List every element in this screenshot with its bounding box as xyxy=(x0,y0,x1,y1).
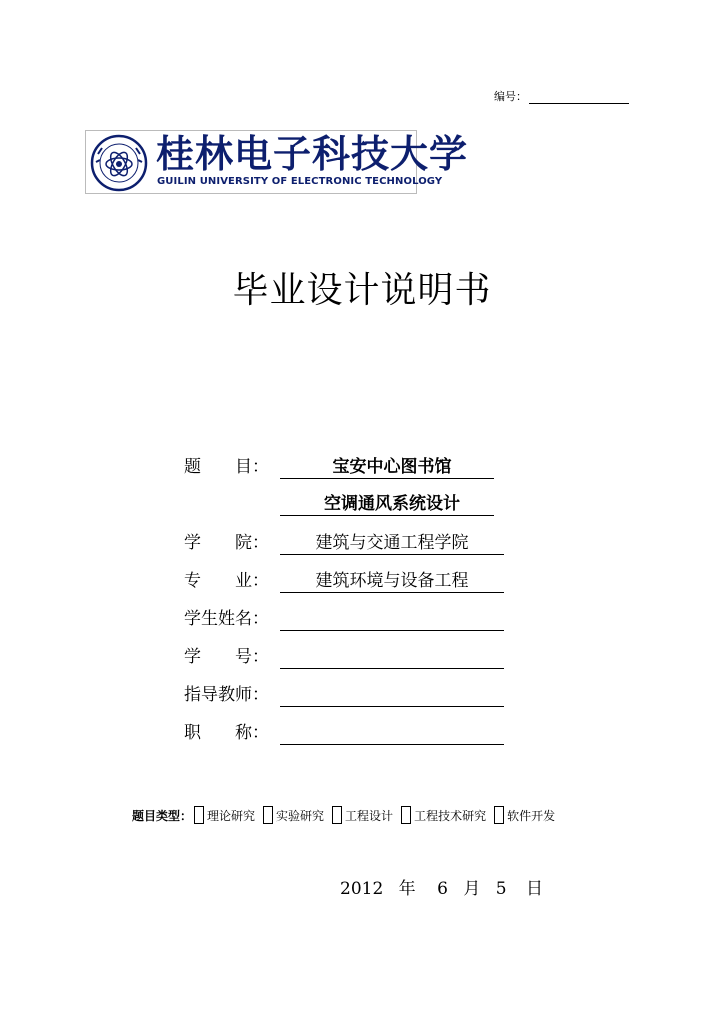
underline xyxy=(280,744,504,745)
underline xyxy=(280,630,504,631)
option-label: 工程技术研究 xyxy=(414,808,487,823)
field-label: 专 业： xyxy=(184,571,269,591)
field-label: 题 目： xyxy=(184,457,269,477)
field-topic xyxy=(184,454,452,480)
date-year-unit: 年 xyxy=(398,879,416,899)
underline xyxy=(280,592,504,593)
field-student-id xyxy=(184,644,280,670)
field-label: 学生姓名： xyxy=(184,609,269,629)
underline xyxy=(280,478,494,479)
field-major xyxy=(184,568,469,594)
field-label: 学 号： xyxy=(184,647,269,667)
field-advisor xyxy=(184,682,280,708)
date-day: 5 xyxy=(495,879,507,899)
topic-line1[interactable]: 宝安中心图书馆 xyxy=(332,457,452,477)
checkbox-software[interactable] xyxy=(494,806,504,824)
serial-label: 编号： xyxy=(494,90,527,103)
school-value[interactable]: 建筑与交通工程学院 xyxy=(315,533,469,553)
date-month: 6 xyxy=(437,879,448,899)
document-title: 毕业设计说明书 xyxy=(232,270,492,311)
option-label: 理论研究 xyxy=(207,808,256,823)
option-label: 实验研究 xyxy=(276,808,325,823)
date-month-unit: 月 xyxy=(463,879,481,899)
university-logo xyxy=(85,130,469,194)
option-label: 工程设计 xyxy=(345,808,394,823)
serial-number xyxy=(494,88,629,104)
field-school xyxy=(184,530,469,556)
checkbox-engineering-design[interactable] xyxy=(332,806,342,824)
option-label: 软件开发 xyxy=(507,808,556,823)
checkbox-theory[interactable] xyxy=(194,806,204,824)
university-seal-icon xyxy=(90,134,148,192)
serial-blank[interactable] xyxy=(529,91,629,104)
field-label: 职 称： xyxy=(184,723,269,743)
logo-name-cn: 桂林电子科技大学 xyxy=(156,131,469,176)
date-year: 2012 xyxy=(340,879,384,899)
field-label: 指导教师： xyxy=(184,685,269,705)
underline xyxy=(280,554,504,555)
checkbox-engineering-tech[interactable] xyxy=(401,806,411,824)
underline xyxy=(280,706,504,707)
underline xyxy=(280,515,494,516)
submission-date xyxy=(340,874,553,899)
underline xyxy=(280,668,504,669)
topic-type xyxy=(132,806,555,824)
field-topic-line2 xyxy=(184,491,460,517)
topic-type-label: 题目类型： xyxy=(132,808,193,823)
field-rank xyxy=(184,720,280,746)
topic-line2[interactable]: 空调通风系统设计 xyxy=(324,494,460,514)
logo-name-en: GUILIN UNIVERSITY OF ELECTRONIC TECHNOLOGY xyxy=(157,176,443,187)
major-value[interactable]: 建筑环境与设备工程 xyxy=(315,571,469,591)
checkbox-experiment[interactable] xyxy=(263,806,273,824)
field-label: 学 院： xyxy=(184,533,269,553)
field-student-name xyxy=(184,606,280,632)
date-day-unit: 日 xyxy=(525,879,543,899)
